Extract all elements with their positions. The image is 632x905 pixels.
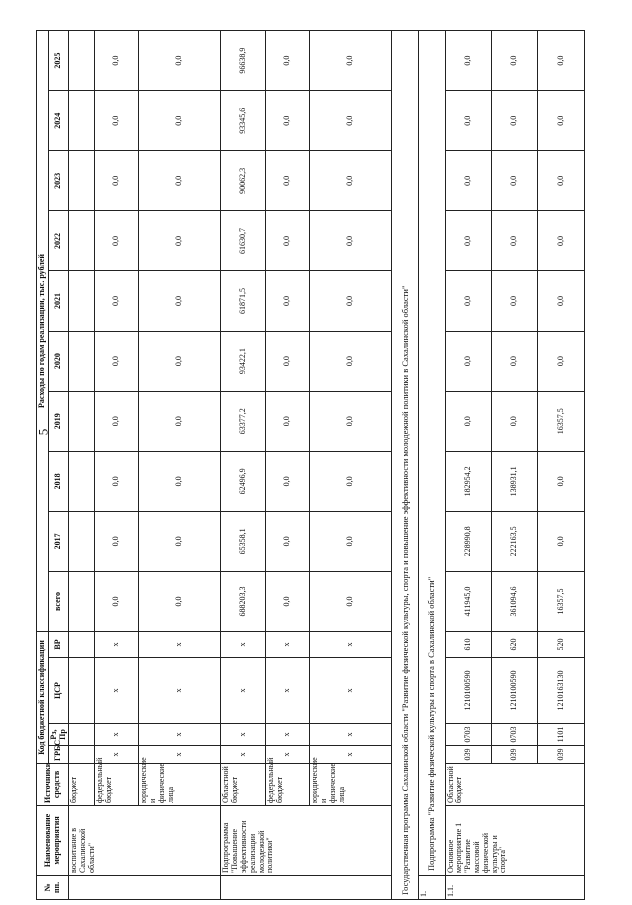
- total-cell: 16357,5: [538, 571, 585, 631]
- value-cell: 0,0: [538, 211, 585, 271]
- table-row: [310, 31, 392, 900]
- value-cell: 0,0: [538, 331, 585, 391]
- value-cell: 0,0: [445, 91, 491, 151]
- vr-cell: 520: [538, 631, 585, 657]
- csr-cell: x: [94, 658, 138, 724]
- value-cell: 0,0: [491, 31, 537, 91]
- value-cell: 0,0: [94, 151, 138, 211]
- value-cell: 222163,5: [491, 511, 537, 571]
- header-csr: ЦСР: [48, 658, 69, 724]
- total-cell: 0,0: [139, 571, 221, 631]
- value-cell: 0,0: [265, 31, 309, 91]
- value-cell: 0,0: [491, 331, 537, 391]
- value-cell: [69, 91, 94, 151]
- header-budget-code: Код бюджетной классификации: [37, 631, 49, 763]
- value-cell: 63377,2: [221, 391, 265, 451]
- grbs-cell: x: [221, 746, 265, 764]
- source: бюджет: [69, 764, 94, 806]
- grbs-cell: x: [310, 746, 392, 764]
- value-cell: 0,0: [538, 151, 585, 211]
- table-row: [139, 31, 221, 900]
- rzpr-cell: [69, 724, 94, 746]
- measure-name: Основное мероприятие 1 "Развитие массовой физической культуры и спорта": [445, 806, 584, 876]
- csr-cell: x: [139, 658, 221, 724]
- row-no: [221, 876, 392, 900]
- total-cell: 688203,3: [221, 571, 265, 631]
- value-cell: 0,0: [445, 331, 491, 391]
- vr-cell: [69, 631, 94, 657]
- source: юридические и физические лица: [310, 764, 392, 806]
- header-rzpr: Рз, Пр: [48, 724, 69, 746]
- value-cell: 0,0: [538, 31, 585, 91]
- value-cell: 0,0: [445, 391, 491, 451]
- program-title: Государственная программа Сахалинской области "Развитие физической культуры, спорта и повышение эффективности молодежной политики в Сахалинской области": [392, 31, 419, 900]
- vr-cell: x: [139, 631, 221, 657]
- grbs-cell: x: [94, 746, 138, 764]
- vr-cell: x: [310, 631, 392, 657]
- value-cell: 0,0: [491, 271, 537, 331]
- value-cell: 0,0: [491, 211, 537, 271]
- header-year: 2023: [48, 151, 69, 211]
- value-cell: 93422,1: [221, 331, 265, 391]
- grbs-cell: x: [265, 746, 309, 764]
- value-cell: 0,0: [538, 511, 585, 571]
- source: юридические и физические лица: [139, 764, 221, 806]
- csr-cell: x: [265, 658, 309, 724]
- value-cell: 228990,8: [445, 511, 491, 571]
- program-row: [392, 31, 419, 900]
- vr-cell: x: [221, 631, 265, 657]
- value-cell: 65358,1: [221, 511, 265, 571]
- grbs-cell: 039: [491, 746, 537, 764]
- value-cell: 61871,5: [221, 271, 265, 331]
- page-number: 5: [35, 428, 51, 436]
- value-cell: 0,0: [265, 511, 309, 571]
- value-cell: 0,0: [94, 271, 138, 331]
- value-cell: 0,0: [94, 511, 138, 571]
- source: федеральный бюджет: [94, 764, 138, 806]
- vr-cell: x: [265, 631, 309, 657]
- value-cell: 0,0: [94, 451, 138, 511]
- budget-table: [36, 30, 585, 900]
- rzpr-cell: x: [310, 724, 392, 746]
- value-cell: [69, 391, 94, 451]
- table-row: [445, 31, 491, 900]
- value-cell: 0,0: [491, 391, 537, 451]
- subprogram-title: Подпрограмма "Развитие физической культуры и спорта в Сахалинской области": [419, 31, 446, 876]
- value-cell: 62496,9: [221, 451, 265, 511]
- value-cell: 182954,2: [445, 451, 491, 511]
- value-cell: 0,0: [139, 91, 221, 151]
- grbs-cell: x: [139, 746, 221, 764]
- value-cell: [69, 271, 94, 331]
- header-no: № пп.: [37, 876, 69, 900]
- value-cell: 0,0: [139, 31, 221, 91]
- source: Областной бюджет: [445, 764, 584, 806]
- vr-cell: x: [94, 631, 138, 657]
- rzpr-cell: x: [139, 724, 221, 746]
- vr-cell: 620: [491, 631, 537, 657]
- rzpr-cell: x: [221, 724, 265, 746]
- csr-cell: [69, 658, 94, 724]
- measure-name: воспитание в Сахалинской области": [69, 806, 221, 876]
- value-cell: 0,0: [538, 451, 585, 511]
- value-cell: 0,0: [139, 331, 221, 391]
- value-cell: 0,0: [445, 271, 491, 331]
- value-cell: 0,0: [139, 271, 221, 331]
- total-cell: 411945,0: [445, 571, 491, 631]
- header-vr: ВР: [48, 631, 69, 657]
- value-cell: 0,0: [310, 271, 392, 331]
- value-cell: 0,0: [310, 331, 392, 391]
- total-cell: 361094,6: [491, 571, 537, 631]
- value-cell: 61630,7: [221, 211, 265, 271]
- value-cell: 0,0: [139, 151, 221, 211]
- table-row: [265, 31, 309, 900]
- value-cell: 0,0: [310, 91, 392, 151]
- csr-cell: 1210163130: [538, 658, 585, 724]
- row-no: [69, 876, 221, 900]
- vr-cell: 610: [445, 631, 491, 657]
- value-cell: 0,0: [94, 391, 138, 451]
- header-year: 2025: [48, 31, 69, 91]
- header-year: 2020: [48, 331, 69, 391]
- subprogram-name: Подпрограмма "Повышение эффективности реализации молодежной политики": [221, 806, 392, 876]
- rzpr-cell: x: [94, 724, 138, 746]
- value-cell: 0,0: [265, 91, 309, 151]
- value-cell: [69, 211, 94, 271]
- value-cell: 0,0: [139, 451, 221, 511]
- source: федеральный бюджет: [265, 764, 309, 806]
- subprogram-row: [419, 31, 446, 900]
- header-year: 2017: [48, 511, 69, 571]
- value-cell: 0,0: [491, 151, 537, 211]
- table-row: [221, 31, 265, 900]
- grbs-cell: [69, 746, 94, 764]
- csr-cell: 1210100590: [491, 658, 537, 724]
- value-cell: 0,0: [265, 211, 309, 271]
- value-cell: 0,0: [265, 271, 309, 331]
- value-cell: 0,0: [310, 211, 392, 271]
- row-no: 1.1.: [445, 876, 584, 900]
- value-cell: 0,0: [310, 391, 392, 451]
- header-grbs: ГРБС: [48, 746, 69, 764]
- header-year: 2018: [48, 451, 69, 511]
- grbs-cell: 039: [445, 746, 491, 764]
- value-cell: 0,0: [265, 451, 309, 511]
- header-year: 2022: [48, 211, 69, 271]
- value-cell: 0,0: [139, 211, 221, 271]
- rzpr-cell: 1101: [538, 724, 585, 746]
- value-cell: 90062,3: [221, 151, 265, 211]
- value-cell: 0,0: [94, 91, 138, 151]
- value-cell: 16357,5: [538, 391, 585, 451]
- csr-cell: x: [310, 658, 392, 724]
- value-cell: 96638,9: [221, 31, 265, 91]
- total-cell: [69, 571, 94, 631]
- value-cell: 0,0: [445, 31, 491, 91]
- table-row: [69, 31, 94, 900]
- value-cell: 0,0: [310, 451, 392, 511]
- value-cell: 0,0: [139, 511, 221, 571]
- header-year: 2021: [48, 271, 69, 331]
- value-cell: [69, 31, 94, 91]
- value-cell: 0,0: [94, 31, 138, 91]
- value-cell: [69, 151, 94, 211]
- value-cell: 0,0: [310, 511, 392, 571]
- rotated-table-area: [36, 30, 576, 900]
- value-cell: 0,0: [94, 211, 138, 271]
- header-year: 2024: [48, 91, 69, 151]
- value-cell: 0,0: [445, 151, 491, 211]
- table-row: [94, 31, 138, 900]
- value-cell: 0,0: [265, 391, 309, 451]
- value-cell: 0,0: [265, 151, 309, 211]
- value-cell: [69, 451, 94, 511]
- value-cell: 0,0: [538, 271, 585, 331]
- value-cell: 0,0: [310, 151, 392, 211]
- csr-cell: 1210100590: [445, 658, 491, 724]
- header-total: всего: [48, 571, 69, 631]
- value-cell: 0,0: [538, 91, 585, 151]
- value-cell: 0,0: [139, 391, 221, 451]
- total-cell: 0,0: [94, 571, 138, 631]
- value-cell: 0,0: [445, 211, 491, 271]
- grbs-cell: 039: [538, 746, 585, 764]
- total-cell: 0,0: [310, 571, 392, 631]
- rzpr-cell: 0703: [491, 724, 537, 746]
- value-cell: 0,0: [94, 331, 138, 391]
- total-cell: 0,0: [265, 571, 309, 631]
- source: Областной бюджет: [221, 764, 265, 806]
- value-cell: 0,0: [265, 331, 309, 391]
- value-cell: [69, 331, 94, 391]
- header-year: 2019: [48, 391, 69, 451]
- value-cell: 0,0: [310, 31, 392, 91]
- value-cell: 93345,6: [221, 91, 265, 151]
- header-expenses: Расходы по годам реализации, тыс. рублей: [37, 31, 49, 632]
- header-source: Источники средств: [37, 764, 69, 806]
- value-cell: 0,0: [491, 91, 537, 151]
- rzpr-cell: x: [265, 724, 309, 746]
- subprogram-no: 1.: [419, 876, 446, 900]
- csr-cell: x: [221, 658, 265, 724]
- header-name: Наименование мероприятия: [37, 806, 69, 876]
- value-cell: 138931,1: [491, 451, 537, 511]
- value-cell: [69, 511, 94, 571]
- rzpr-cell: 0703: [445, 724, 491, 746]
